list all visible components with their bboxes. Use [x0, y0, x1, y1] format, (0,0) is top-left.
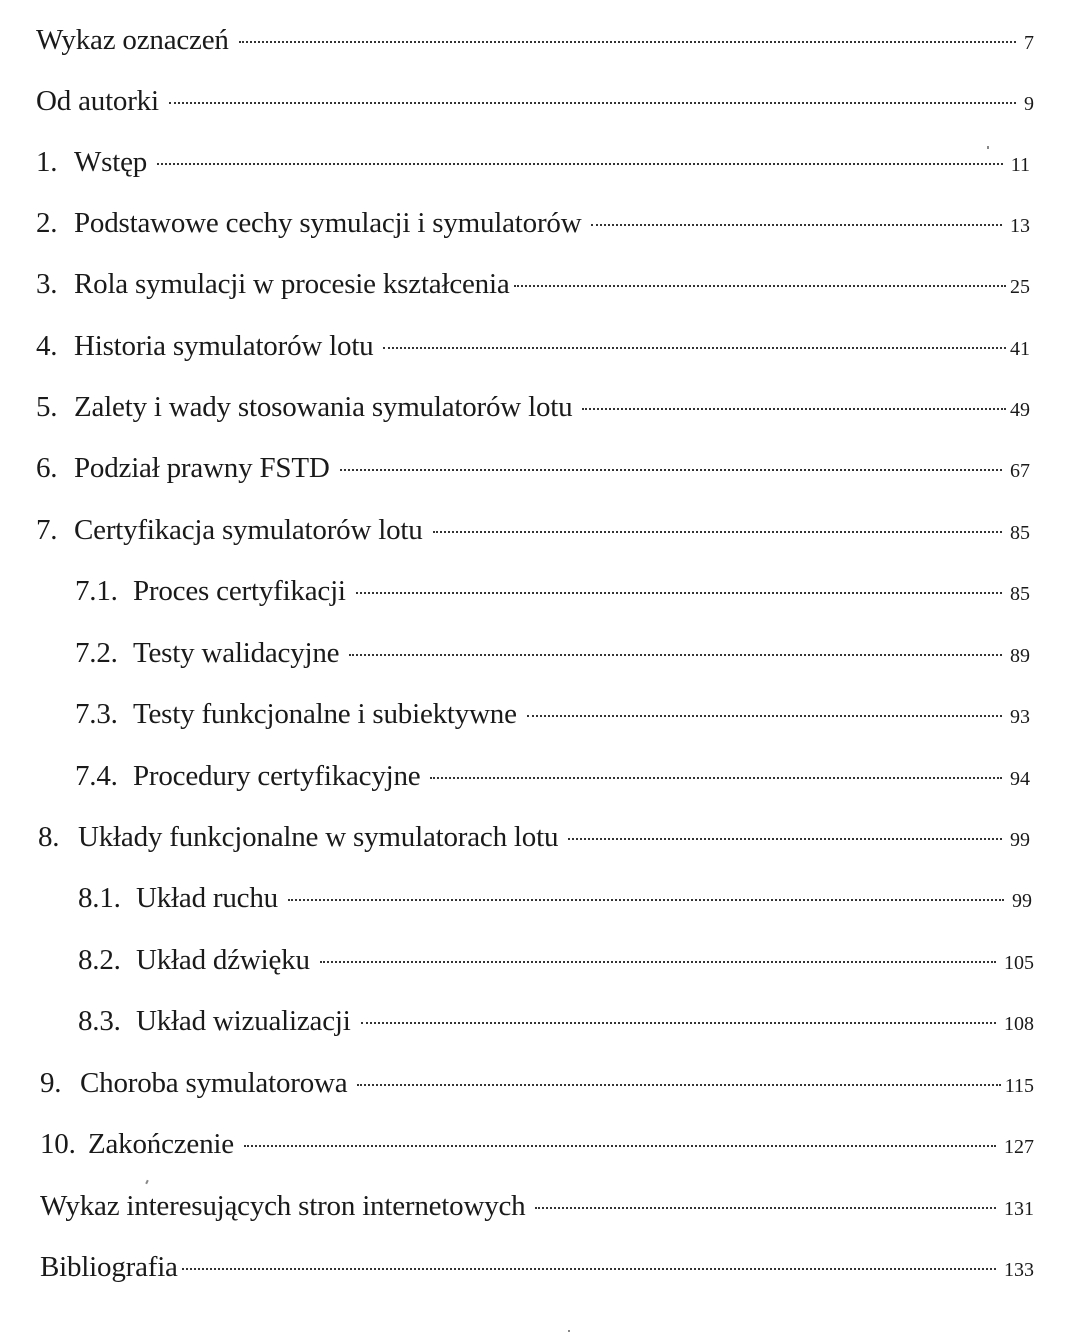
toc-chapter-number: 2.: [36, 207, 58, 239]
toc-chapter-number: 3.: [36, 268, 58, 300]
toc-leader-dots: [157, 163, 1003, 165]
toc-chapter-title: Choroba symulatorowa: [80, 1067, 348, 1099]
toc-page-number: 94: [1010, 768, 1030, 790]
toc-entry-title: Wykaz interesujących stron internetowych: [40, 1190, 526, 1222]
toc-leader-dots: [535, 1207, 996, 1209]
toc-entry-section-7-1[interactable]: [75, 575, 1030, 615]
toc-leader-dots: [244, 1145, 996, 1147]
toc-leader-dots: [383, 347, 1006, 349]
toc-entry-title: [40, 1067, 347, 1100]
toc-entry-title: [78, 882, 278, 915]
toc-page-number: 99: [1012, 890, 1032, 912]
toc-page-number: 105: [1004, 952, 1034, 974]
toc-entry-title: [78, 1005, 351, 1038]
toc-entry-chapter-1[interactable]: [36, 146, 1030, 186]
toc-entry-chapter-5[interactable]: [36, 391, 1030, 431]
toc-page-number: 99: [1010, 829, 1030, 851]
toc-section-title: Procedury certyfikacyjne: [133, 760, 421, 792]
toc-page-number: 85: [1010, 583, 1030, 605]
toc-leader-dots: [357, 1084, 1000, 1086]
toc-section-number: 7.1.: [75, 575, 118, 607]
toc-leader-dots: [361, 1022, 996, 1024]
toc-section-number: 7.2.: [75, 637, 118, 669]
toc-entry-title: [36, 452, 330, 485]
toc-entry-section-7-3[interactable]: [75, 698, 1030, 738]
toc-page-number: 89: [1010, 645, 1030, 667]
toc-page-number: 25: [1010, 276, 1030, 298]
toc-entry-title: [36, 146, 147, 179]
toc-section-title: Proces certyfikacji: [133, 575, 346, 607]
toc-leader-dots: [527, 715, 1002, 717]
toc-entry-title: [36, 330, 373, 363]
toc-entry-section-8-1[interactable]: [78, 882, 1032, 922]
toc-entry-title: [36, 391, 572, 424]
toc-section-number: 8.1.: [78, 882, 121, 914]
toc-page-number: 131: [1004, 1198, 1034, 1220]
toc-page-number: 115: [1004, 1075, 1034, 1097]
toc-page-number: 13: [1010, 215, 1030, 237]
toc-section-title: Układ ruchu: [136, 882, 278, 914]
toc-leader-dots: [514, 285, 1006, 287]
toc-chapter-title: Podział prawny FSTD: [74, 452, 330, 484]
toc-page-number: 108: [1004, 1013, 1034, 1035]
toc-entry-title: [38, 821, 558, 854]
toc-entry-od-autorki[interactable]: [36, 85, 1034, 125]
toc-page-number: 49: [1010, 399, 1030, 421]
toc-entry-title: [75, 760, 420, 793]
toc-entry-chapter-3[interactable]: [36, 268, 1030, 308]
toc-section-number: 8.3.: [78, 1005, 121, 1037]
toc-leader-dots: [582, 408, 1006, 410]
toc-entry-title: [78, 944, 310, 977]
toc-entry-bibliografia[interactable]: [40, 1251, 1034, 1291]
toc-leader-dots: [433, 531, 1002, 533]
toc-section-number: 8.2.: [78, 944, 121, 976]
toc-chapter-title: Historia symulatorów lotu: [74, 330, 374, 362]
toc-chapter-title: Zakończenie: [88, 1128, 234, 1160]
toc-entry-section-8-3[interactable]: [78, 1005, 1034, 1045]
toc-leader-dots: [169, 102, 1016, 104]
toc-section-title: Układ dźwięku: [136, 944, 310, 976]
toc-section-title: Testy walidacyjne: [133, 637, 340, 669]
toc-page-number: 11: [1010, 154, 1030, 176]
scan-speck: [987, 146, 989, 149]
toc-leader-dots: [568, 838, 1002, 840]
toc-chapter-title: Wstęp: [74, 146, 148, 178]
toc-entry-title: [75, 575, 346, 608]
toc-chapter-number: 10.: [40, 1128, 76, 1160]
toc-page-number: 127: [1004, 1136, 1034, 1158]
toc-chapter-number: 9.: [40, 1067, 62, 1099]
toc-chapter-title: Podstawowe cechy symulacji i symulatorów: [74, 207, 582, 239]
toc-entry-chapter-9[interactable]: [40, 1067, 1034, 1107]
toc-entry-title: [36, 514, 423, 547]
toc-leader-dots: [320, 961, 996, 963]
toc-entry-chapter-4[interactable]: [36, 330, 1030, 370]
toc-entry-section-7-2[interactable]: [75, 637, 1030, 677]
toc-section-title: Testy funkcjonalne i subiektywne: [133, 698, 517, 730]
toc-chapter-title: Rola symulacji w procesie kształcenia: [74, 268, 510, 300]
toc-entry-section-7-4[interactable]: [75, 760, 1030, 800]
toc-page-number: 41: [1010, 338, 1030, 360]
toc-page-number: 9: [1024, 93, 1034, 115]
toc-leader-dots: [591, 224, 1002, 226]
toc-entry-title: [36, 268, 510, 301]
toc-leader-dots: [182, 1268, 996, 1270]
toc-leader-dots: [349, 654, 1002, 656]
toc-page-number: 7: [1024, 32, 1034, 54]
toc-chapter-number: 1.: [36, 146, 58, 178]
toc-entry-title: Bibliografia: [40, 1251, 178, 1283]
toc-entry-wykaz-oznaczen[interactable]: [36, 24, 1034, 64]
toc-leader-dots: [288, 899, 1004, 901]
toc-leader-dots: [239, 41, 1016, 43]
toc-entry-title: [75, 698, 517, 731]
toc-page-number: 85: [1010, 522, 1030, 544]
toc-entry-title: [36, 207, 581, 240]
toc-chapter-number: 6.: [36, 452, 58, 484]
toc-entry-title: Wykaz oznaczeń: [36, 24, 229, 56]
toc-entry-chapter-8[interactable]: [38, 821, 1030, 861]
toc-entry-chapter-7[interactable]: [36, 514, 1030, 554]
toc-entry-chapter-2[interactable]: [36, 207, 1030, 247]
toc-leader-dots: [430, 777, 1002, 779]
toc-page-number: 93: [1010, 706, 1030, 728]
toc-entry-chapter-10[interactable]: [40, 1128, 1034, 1168]
toc-chapter-number: 7.: [36, 514, 58, 546]
toc-chapter-title: Zalety i wady stosowania symulatorów lotu: [74, 391, 573, 423]
toc-entry-chapter-6[interactable]: [36, 452, 1030, 492]
toc-chapter-title: Certyfikacja symulatorów lotu: [74, 514, 423, 546]
toc-entry-title: [75, 637, 339, 670]
toc-section-number: 7.4.: [75, 760, 118, 792]
toc-entry-title: Od autorki: [36, 85, 159, 117]
toc-page-number: 133: [1004, 1259, 1034, 1281]
toc-chapter-number: 8.: [38, 821, 60, 853]
toc-entry-wykaz-stron[interactable]: [40, 1190, 1034, 1230]
toc-chapter-number: 4.: [36, 330, 58, 362]
toc-page-number: 67: [1010, 460, 1030, 482]
toc-chapter-title: Układy funkcjonalne w symulatorach lotu: [78, 821, 559, 853]
toc-leader-dots: [356, 592, 1002, 594]
toc-entry-title: [40, 1128, 234, 1161]
toc-leader-dots: [340, 469, 1002, 471]
scan-speck: [568, 1330, 570, 1332]
toc-section-number: 7.3.: [75, 698, 118, 730]
toc-section-title: Układ wizualizacji: [136, 1005, 351, 1037]
toc-entry-section-8-2[interactable]: [78, 944, 1034, 984]
toc-chapter-number: 5.: [36, 391, 58, 423]
